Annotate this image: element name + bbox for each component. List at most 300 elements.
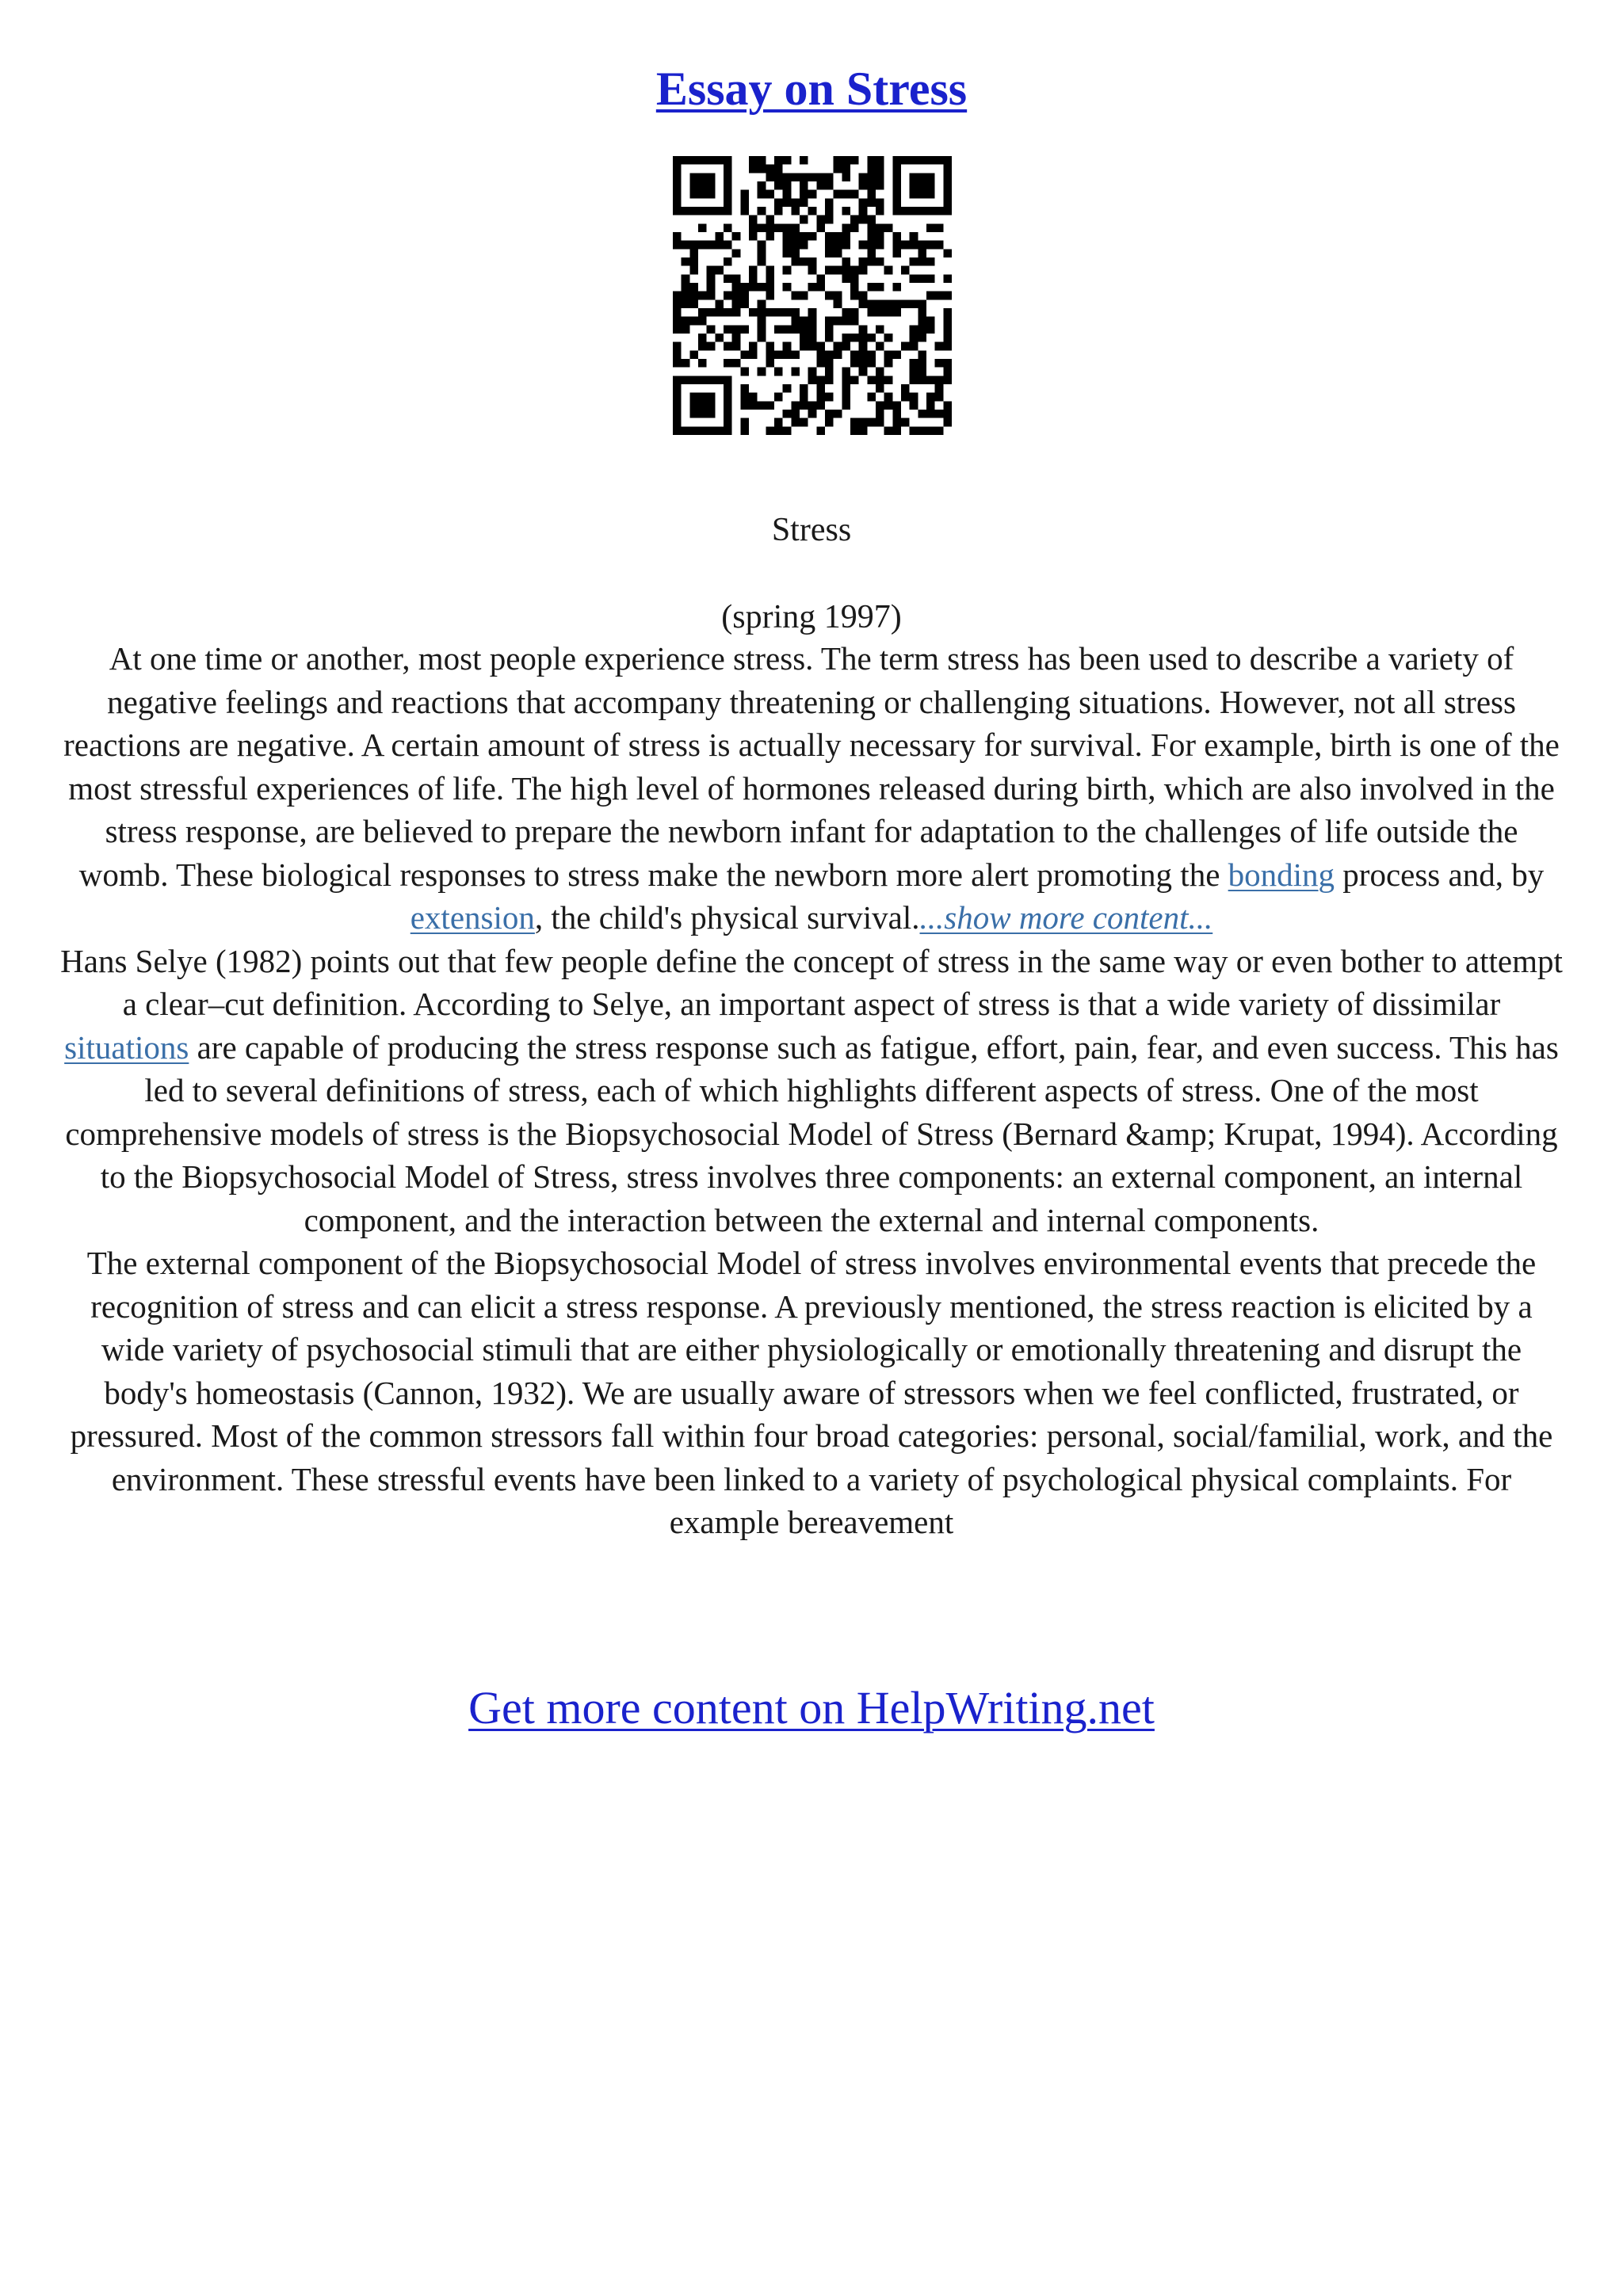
- qr-module: [901, 342, 910, 351]
- title-link[interactable]: Essay on Stress: [655, 63, 968, 115]
- qr-module: [825, 207, 834, 215]
- qr-module: [825, 350, 834, 359]
- qr-module: [926, 274, 935, 283]
- qr-module: [918, 308, 926, 317]
- qr-module: [783, 249, 792, 257]
- qr-module: [910, 401, 918, 410]
- qr-module: [892, 165, 901, 174]
- qr-module: [943, 165, 952, 174]
- qr-module: [749, 266, 758, 275]
- qr-module: [825, 359, 834, 368]
- qr-module: [766, 342, 774, 351]
- qr-module: [816, 215, 825, 224]
- qr-module: [816, 283, 825, 292]
- qr-module: [698, 376, 707, 384]
- qr-module: [935, 393, 944, 402]
- qr-module: [766, 266, 774, 275]
- qr-module: [698, 223, 707, 232]
- qr-module: [698, 241, 707, 250]
- qr-module: [758, 299, 766, 308]
- qr-module: [707, 241, 716, 250]
- qr-module: [842, 223, 850, 232]
- qr-module: [707, 266, 716, 275]
- qr-module: [724, 156, 732, 165]
- qr-module: [724, 274, 732, 283]
- qr-module: [715, 299, 724, 308]
- qr-module: [689, 426, 698, 435]
- qr-module: [682, 317, 690, 326]
- qr-module: [918, 368, 926, 376]
- qr-module: [884, 376, 893, 384]
- qr-module: [867, 241, 876, 250]
- qr-module: [842, 308, 850, 317]
- qr-module: [808, 257, 817, 266]
- qr-module: [910, 241, 918, 250]
- qr-module: [698, 173, 707, 181]
- qr-module: [935, 384, 944, 393]
- qr-module: [707, 292, 716, 300]
- qr-module: [926, 241, 935, 250]
- qr-module: [673, 207, 682, 215]
- qr-module: [842, 274, 850, 283]
- qr-module: [682, 241, 690, 250]
- qr-module: [698, 181, 707, 190]
- qr-module: [698, 393, 707, 402]
- qr-module: [867, 393, 876, 402]
- qr-module: [918, 350, 926, 359]
- qr-module: [673, 308, 682, 317]
- qr-module: [842, 173, 850, 181]
- qr-module: [943, 342, 952, 351]
- qr-module: [918, 334, 926, 342]
- qr-module: [943, 325, 952, 334]
- qr-module: [732, 359, 741, 368]
- qr-module: [800, 257, 808, 266]
- qr-module: [740, 283, 749, 292]
- qr-module: [892, 241, 901, 250]
- qr-module: [926, 426, 935, 435]
- paragraph-2-text-b: are capable of producing the stress response such as fatigue, effort, pain, fear, and even success. This has led to several definitions of stress, each of which highlights different aspects of stress. One of the most comprehensive models of stress is the Biopsychosocial Model of Stress (Bernard &amp; Krupat, 1994). According to the Biopsychosocial Model of Stress, stress involves three components: an external component, an internal component, and the interaction between the external and internal components.: [65, 1028, 1559, 1238]
- qr-module: [689, 173, 698, 181]
- qr-module: [707, 410, 716, 418]
- qr-module: [800, 292, 808, 300]
- qr-module: [910, 426, 918, 435]
- qr-module: [842, 393, 850, 402]
- qr-module: [808, 232, 817, 241]
- qr-module: [910, 368, 918, 376]
- qr-code-graphic: [673, 156, 952, 435]
- qr-module: [724, 173, 732, 181]
- qr-module: [867, 249, 876, 257]
- qr-module: [901, 384, 910, 393]
- qr-module: [783, 232, 792, 241]
- qr-module: [842, 334, 850, 342]
- qr-module: [698, 207, 707, 215]
- paragraph-1: [57, 637, 1566, 940]
- qr-module: [834, 249, 842, 257]
- qr-module: [867, 190, 876, 199]
- qr-module: [910, 325, 918, 334]
- qr-module: [876, 181, 884, 190]
- qr-module: [774, 393, 783, 402]
- qr-module: [859, 266, 868, 275]
- qr-module: [825, 292, 834, 300]
- qr-module: [774, 173, 783, 181]
- qr-module: [673, 156, 682, 165]
- qr-module: [842, 190, 850, 199]
- qr-module: [943, 173, 952, 181]
- qr-module: [834, 156, 842, 165]
- qr-module: [859, 241, 868, 250]
- qr-module: [774, 156, 783, 165]
- qr-module: [724, 426, 732, 435]
- qr-module: [791, 292, 800, 300]
- qr-module: [892, 418, 901, 427]
- qr-module: [943, 292, 952, 300]
- qr-module: [892, 232, 901, 241]
- essay-body: [57, 637, 1566, 1544]
- qr-module: [901, 418, 910, 427]
- qr-module: [943, 359, 952, 368]
- qr-module: [876, 299, 884, 308]
- qr-module: [892, 190, 901, 199]
- qr-module: [732, 308, 741, 317]
- qr-module: [749, 393, 758, 402]
- qr-module: [910, 393, 918, 402]
- qr-module: [935, 223, 944, 232]
- qr-module: [876, 207, 884, 215]
- qr-module: [740, 350, 749, 359]
- qr-module: [740, 325, 749, 334]
- qr-code-icon: [673, 156, 952, 435]
- qr-module: [715, 207, 724, 215]
- footer: [0, 1678, 1623, 1738]
- qr-module: [689, 410, 698, 418]
- qr-module: [749, 156, 758, 165]
- qr-module: [918, 274, 926, 283]
- qr-module: [707, 401, 716, 410]
- qr-module: [825, 232, 834, 241]
- qr-module: [816, 401, 825, 410]
- qr-module: [834, 165, 842, 174]
- qr-module: [800, 317, 808, 326]
- helpwriting-link[interactable]: Get more content on HelpWriting.net: [468, 1682, 1155, 1733]
- qr-module: [850, 292, 859, 300]
- qr-module: [867, 156, 876, 165]
- qr-module: [918, 190, 926, 199]
- qr-module: [884, 266, 893, 275]
- qr-module: [724, 223, 732, 232]
- qr-module: [724, 393, 732, 402]
- qr-module: [758, 223, 766, 232]
- qr-module: [850, 426, 859, 435]
- qr-module: [766, 274, 774, 283]
- qr-module: [867, 299, 876, 308]
- qr-module: [732, 299, 741, 308]
- qr-module: [892, 283, 901, 292]
- qr-module: [689, 207, 698, 215]
- qr-module: [758, 368, 766, 376]
- qr-module: [859, 334, 868, 342]
- qr-module: [724, 241, 732, 250]
- qr-module: [943, 156, 952, 165]
- qr-module: [867, 181, 876, 190]
- qr-module: [673, 317, 682, 326]
- qr-module: [884, 308, 893, 317]
- qr-module: [673, 359, 682, 368]
- qr-module: [673, 342, 682, 351]
- qr-module: [876, 173, 884, 181]
- qr-module: [783, 350, 792, 359]
- qr-module: [859, 181, 868, 190]
- qr-module: [689, 266, 698, 275]
- qr-module: [774, 165, 783, 174]
- qr-module: [758, 334, 766, 342]
- qr-module: [673, 426, 682, 435]
- qr-module: [884, 401, 893, 410]
- qr-module: [943, 368, 952, 376]
- qr-module: [707, 190, 716, 199]
- qr-module: [943, 418, 952, 427]
- qr-module: [842, 384, 850, 393]
- qr-module: [808, 317, 817, 326]
- qr-module: [842, 317, 850, 326]
- qr-module: [791, 198, 800, 207]
- qr-module: [783, 426, 792, 435]
- qr-module: [943, 401, 952, 410]
- qr-module: [867, 376, 876, 384]
- qr-module: [800, 418, 808, 427]
- qr-module: [689, 257, 698, 266]
- qr-module: [808, 410, 817, 418]
- qr-module: [749, 165, 758, 174]
- qr-module: [707, 181, 716, 190]
- qr-module: [740, 426, 749, 435]
- qr-module: [783, 325, 792, 334]
- qr-module: [689, 317, 698, 326]
- qr-module: [859, 207, 868, 215]
- qr-module: [800, 384, 808, 393]
- qr-module: [766, 426, 774, 435]
- qr-module: [884, 334, 893, 342]
- qr-module: [774, 325, 783, 334]
- qr-module: [740, 401, 749, 410]
- qr-module: [842, 257, 850, 266]
- qr-module: [707, 207, 716, 215]
- qr-module: [825, 241, 834, 250]
- qr-module: [825, 410, 834, 418]
- qr-module: [724, 308, 732, 317]
- qr-module: [758, 165, 766, 174]
- qr-module: [732, 342, 741, 351]
- paragraph-1-text-c: , the child's physical survival.: [534, 899, 920, 936]
- qr-module: [825, 266, 834, 275]
- qr-module: [859, 299, 868, 308]
- qr-module: [749, 350, 758, 359]
- qr-module: [816, 376, 825, 384]
- qr-module: [808, 308, 817, 317]
- qr-module: [783, 283, 792, 292]
- qr-module: [715, 308, 724, 317]
- qr-module: [715, 241, 724, 250]
- qr-module: [682, 292, 690, 300]
- qr-module: [800, 232, 808, 241]
- qr-module: [707, 283, 716, 292]
- link-situations[interactable]: situations: [64, 1028, 189, 1066]
- qr-module: [689, 401, 698, 410]
- qr-module: [808, 325, 817, 334]
- qr-module: [834, 232, 842, 241]
- qr-module: [876, 308, 884, 317]
- qr-module: [766, 232, 774, 241]
- qr-module: [800, 181, 808, 190]
- qr-module: [859, 368, 868, 376]
- qr-module: [943, 308, 952, 317]
- qr-module: [808, 334, 817, 342]
- qr-module: [816, 384, 825, 393]
- qr-module: [943, 249, 952, 257]
- qr-module: [850, 215, 859, 224]
- qr-module: [867, 283, 876, 292]
- qr-module: [673, 190, 682, 199]
- qr-module: [791, 308, 800, 317]
- qr-module: [842, 165, 850, 174]
- qr-module: [935, 241, 944, 250]
- qr-module: [859, 350, 868, 359]
- qr-module: [740, 198, 749, 207]
- qr-module: [749, 342, 758, 351]
- qr-module: [910, 334, 918, 342]
- qr-module: [867, 359, 876, 368]
- qr-module: [910, 207, 918, 215]
- qr-module: [715, 156, 724, 165]
- qr-module: [834, 317, 842, 326]
- qr-module: [689, 190, 698, 199]
- qr-module: [850, 308, 859, 317]
- qr-module: [800, 156, 808, 165]
- qr-module: [732, 283, 741, 292]
- qr-module: [766, 165, 774, 174]
- link-bonding[interactable]: bonding: [1228, 856, 1335, 893]
- qr-module: [740, 368, 749, 376]
- qr-module: [800, 342, 808, 351]
- qr-module: [682, 376, 690, 384]
- qr-module: [876, 198, 884, 207]
- qr-module: [766, 173, 774, 181]
- qr-module: [825, 317, 834, 326]
- qr-module: [892, 198, 901, 207]
- qr-module: [926, 401, 935, 410]
- qr-module: [673, 376, 682, 384]
- qr-module: [791, 317, 800, 326]
- paragraph-2: [57, 940, 1566, 1242]
- qr-module: [682, 325, 690, 334]
- qr-module: [707, 274, 716, 283]
- qr-module: [774, 308, 783, 317]
- qr-module: [732, 249, 741, 257]
- show-more-link[interactable]: ...show more content...: [919, 899, 1213, 936]
- qr-module: [842, 401, 850, 410]
- qr-module: [800, 401, 808, 410]
- qr-module: [724, 257, 732, 266]
- qr-module: [673, 292, 682, 300]
- qr-module: [926, 156, 935, 165]
- link-extension[interactable]: extension: [410, 899, 535, 936]
- qr-module: [732, 274, 741, 283]
- qr-module: [698, 308, 707, 317]
- qr-module: [808, 342, 817, 351]
- qr-module: [884, 393, 893, 402]
- qr-module: [758, 207, 766, 215]
- qr-module: [816, 393, 825, 402]
- qr-module: [834, 342, 842, 351]
- qr-module: [682, 426, 690, 435]
- qr-module: [758, 283, 766, 292]
- qr-module: [698, 292, 707, 300]
- qr-module: [682, 156, 690, 165]
- qr-module: [859, 418, 868, 427]
- qr-module: [926, 317, 935, 326]
- qr-module: [867, 198, 876, 207]
- qr-module: [749, 308, 758, 317]
- qr-module: [791, 223, 800, 232]
- qr-module: [926, 173, 935, 181]
- qr-module: [791, 249, 800, 257]
- qr-module: [724, 401, 732, 410]
- qr-module: [774, 207, 783, 215]
- paragraph-2-text-a: Hans Selye (1982) points out that few people define the concept of stress in the same way or even bother to attempt a clear–cut definition. According to Selye, an important aspect of stress is that a wide variety of dissimilar: [60, 942, 1563, 1022]
- qr-module: [892, 299, 901, 308]
- qr-module: [834, 410, 842, 418]
- qr-module: [943, 207, 952, 215]
- qr-module: [766, 292, 774, 300]
- qr-module: [808, 283, 817, 292]
- qr-module: [910, 376, 918, 384]
- qr-module: [715, 232, 724, 241]
- qr-module: [724, 325, 732, 334]
- qr-module: [791, 232, 800, 241]
- qr-module: [673, 198, 682, 207]
- qr-module: [698, 156, 707, 165]
- qr-module: [673, 393, 682, 402]
- qr-module: [740, 190, 749, 199]
- qr-module: [867, 223, 876, 232]
- qr-module: [901, 393, 910, 402]
- date-line: (spring 1997): [721, 599, 902, 635]
- qr-module: [834, 299, 842, 308]
- qr-module: [783, 384, 792, 393]
- qr-module: [698, 401, 707, 410]
- qr-module: [707, 342, 716, 351]
- qr-module: [876, 342, 884, 351]
- qr-module: [774, 181, 783, 190]
- qr-module: [724, 165, 732, 174]
- qr-module: [707, 393, 716, 402]
- qr-module: [715, 334, 724, 342]
- qr-module: [724, 359, 732, 368]
- qr-module: [800, 393, 808, 402]
- qr-module: [859, 342, 868, 351]
- qr-module: [740, 299, 749, 308]
- qr-module: [724, 342, 732, 351]
- qr-module: [783, 190, 792, 199]
- qr-module: [918, 317, 926, 326]
- qr-module: [892, 249, 901, 257]
- qr-module: [850, 317, 859, 326]
- qr-module: [732, 334, 741, 342]
- qr-module: [834, 266, 842, 275]
- qr-module: [876, 232, 884, 241]
